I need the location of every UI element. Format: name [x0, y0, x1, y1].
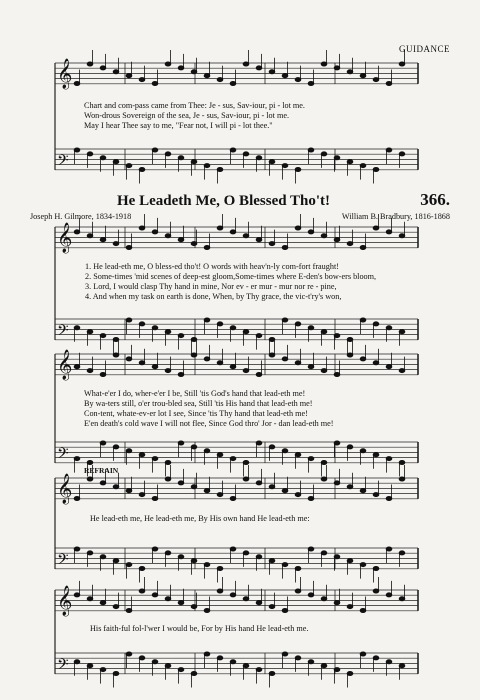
notehead [178, 601, 184, 605]
notehead [204, 318, 210, 322]
notehead [230, 326, 236, 330]
notehead [308, 82, 314, 86]
notehead [295, 493, 301, 497]
notehead [152, 593, 158, 597]
notehead [399, 152, 405, 156]
notehead [269, 242, 275, 246]
notehead [295, 453, 301, 457]
notehead [399, 369, 405, 373]
notehead [308, 148, 314, 152]
notehead [126, 357, 132, 361]
notehead [113, 485, 119, 489]
notehead [386, 593, 392, 597]
notehead [230, 660, 236, 664]
notehead [139, 361, 145, 365]
notehead [373, 656, 379, 660]
notehead [321, 369, 327, 373]
notehead [243, 62, 249, 66]
notehead [243, 597, 249, 601]
notehead [87, 369, 93, 373]
notehead [217, 361, 223, 365]
notehead [139, 589, 145, 593]
notehead [204, 449, 210, 453]
notehead [347, 485, 353, 489]
notehead [347, 160, 353, 164]
notehead [373, 589, 379, 593]
notehead [165, 597, 171, 601]
notehead [256, 601, 262, 605]
notehead [126, 563, 132, 567]
notehead [74, 326, 80, 330]
verse-2-line-a: 2. Some-times 'mid scenes of deep-est gloom,Some-times where E-den's bow-ers bloom, [85, 272, 377, 281]
treble-clef-icon: 𝄞 [57, 474, 73, 504]
refrain-label: REFRAIN [84, 466, 119, 475]
notehead [386, 547, 392, 551]
refrain-line-2: His faith-ful fol-l'wer I would be, For by His hand He lead-eth me. [90, 624, 309, 633]
notehead [243, 664, 249, 668]
notehead [74, 660, 80, 664]
notehead [139, 453, 145, 457]
notehead [321, 152, 327, 156]
notehead [386, 497, 392, 501]
notehead [217, 453, 223, 457]
notehead [269, 160, 275, 164]
notehead [139, 567, 145, 571]
notehead [100, 481, 106, 485]
notehead [373, 78, 379, 82]
notehead [230, 365, 236, 369]
notehead [373, 493, 379, 497]
notehead [334, 601, 340, 605]
notehead [100, 156, 106, 160]
verse-1-line-b: What-e'er I do, wher-e'er I be, Still 'tis God's hand that lead-eth me! [84, 389, 306, 398]
notehead [334, 668, 340, 672]
notehead [295, 226, 301, 230]
notehead [126, 652, 132, 656]
treble-clef-icon: 𝄞 [57, 350, 73, 380]
notehead [321, 234, 327, 238]
notehead [230, 148, 236, 152]
notehead [360, 652, 366, 656]
notehead [74, 593, 80, 597]
notehead [386, 230, 392, 234]
notehead [308, 230, 314, 234]
notehead [126, 449, 132, 453]
notehead [256, 238, 262, 242]
notehead [360, 357, 366, 361]
notehead [308, 326, 314, 330]
notehead [347, 70, 353, 74]
notehead [360, 246, 366, 250]
notehead [373, 322, 379, 326]
notehead [74, 457, 80, 461]
notehead [399, 62, 405, 66]
notehead [347, 353, 353, 357]
notehead [178, 555, 184, 559]
notehead [113, 445, 119, 449]
notehead [399, 664, 405, 668]
notehead [321, 477, 327, 481]
notehead [100, 555, 106, 559]
notehead [230, 82, 236, 86]
notehead [282, 357, 288, 361]
notehead [87, 461, 93, 465]
verse-4-line-b: E'en death's cold wave I will not flee, Since God thro' Jor - dan lead-eth me! [84, 419, 334, 428]
notehead [373, 226, 379, 230]
notehead [386, 365, 392, 369]
notehead [256, 156, 262, 160]
notehead [165, 461, 171, 465]
notehead [204, 652, 210, 656]
notehead [386, 326, 392, 330]
notehead [386, 457, 392, 461]
notehead [87, 330, 93, 334]
notehead [87, 664, 93, 668]
treble-clef-icon: 𝄞 [57, 223, 73, 253]
notehead [360, 74, 366, 78]
notehead [126, 164, 132, 168]
notehead [178, 441, 184, 445]
notehead [347, 242, 353, 246]
notehead [256, 334, 262, 338]
notehead [139, 78, 145, 82]
notehead [399, 477, 405, 481]
notehead [347, 338, 353, 342]
previous-lyric-line-3: May I hear Thee say to me, "Fear not, I will pi - lot thee." [84, 121, 273, 130]
notehead [152, 148, 158, 152]
notehead [113, 338, 119, 342]
notehead [360, 164, 366, 168]
notehead [295, 361, 301, 365]
bass-clef-icon: 𝄢 [57, 152, 69, 173]
notehead [178, 66, 184, 70]
verse-3-line-a: 3. Lord, I would clasp Thy hand in mine, Nor ev - er mur - mur nor re - pine, [85, 282, 337, 291]
notehead [399, 551, 405, 555]
notehead [321, 551, 327, 555]
notehead [256, 481, 262, 485]
bass-clef-icon: 𝄢 [57, 322, 69, 343]
notehead [191, 160, 197, 164]
notehead [269, 605, 275, 609]
notehead [334, 66, 340, 70]
notehead [139, 493, 145, 497]
notehead [308, 547, 314, 551]
notehead [256, 441, 262, 445]
notehead [74, 82, 80, 86]
previous-lyric-line-1: Chart and com-pass came from Thee: Je - sus, Sav-iour, pi - lot me. [84, 101, 305, 110]
notehead [191, 338, 197, 342]
verse-1-line-a: 1. He lead-eth me, O bless-ed tho't! O words with heav'n-ly com-fort fraught! [85, 262, 339, 271]
notehead [243, 152, 249, 156]
notehead [165, 152, 171, 156]
notehead [230, 547, 236, 551]
notehead [243, 330, 249, 334]
notehead [204, 246, 210, 250]
notehead [191, 605, 197, 609]
notehead [282, 74, 288, 78]
notehead [204, 609, 210, 613]
notehead [74, 148, 80, 152]
notehead [126, 489, 132, 493]
notehead [217, 656, 223, 660]
notehead [87, 477, 93, 481]
notehead [256, 668, 262, 672]
notehead [100, 66, 106, 70]
hymn-number: 366. [420, 190, 450, 209]
notehead [373, 361, 379, 365]
notehead [113, 672, 119, 676]
bass-clef-icon: 𝄢 [57, 551, 69, 572]
notehead [165, 551, 171, 555]
notehead [373, 168, 379, 172]
notehead [191, 353, 197, 357]
notehead [256, 66, 262, 70]
notehead [269, 338, 275, 342]
notehead [295, 567, 301, 571]
notehead [217, 226, 223, 230]
notehead [74, 230, 80, 234]
notehead [295, 322, 301, 326]
notehead [347, 605, 353, 609]
notehead [152, 326, 158, 330]
notehead [152, 547, 158, 551]
notehead [360, 318, 366, 322]
notehead [152, 497, 158, 501]
notehead [87, 62, 93, 66]
notehead [113, 242, 119, 246]
verse-4-line-a: 4. And when my task on earth is done, When, by Thy grace, the vic-t'ry's won, [85, 292, 342, 301]
notehead [165, 477, 171, 481]
notehead [334, 481, 340, 485]
notehead [113, 353, 119, 357]
notehead [178, 334, 184, 338]
notehead [165, 62, 171, 66]
notehead [100, 238, 106, 242]
bass-clef-icon: 𝄢 [57, 445, 69, 466]
notehead [399, 461, 405, 465]
notehead [360, 489, 366, 493]
notehead [269, 672, 275, 676]
words-credit: Joseph H. Gilmore, 1834-1918 [30, 212, 132, 221]
treble-clef-icon: 𝄞 [57, 586, 73, 616]
notehead [334, 238, 340, 242]
notehead [191, 485, 197, 489]
notehead [347, 672, 353, 676]
notehead [204, 357, 210, 361]
notehead [217, 567, 223, 571]
notehead [243, 234, 249, 238]
notehead [178, 238, 184, 242]
notehead [282, 563, 288, 567]
notehead [152, 82, 158, 86]
notehead [269, 353, 275, 357]
verse-2-line-b: By wa-ters still, o'er trou-bled sea, Still 'tis His hand that lead-eth me! [84, 399, 313, 408]
verse-3-line-b: Con-tent, whate-ev-er lot I see, Since 'tis Thy hand that lead-eth me! [84, 409, 308, 418]
notehead [178, 373, 184, 377]
notehead [360, 449, 366, 453]
notehead [165, 234, 171, 238]
notehead [321, 664, 327, 668]
notehead [243, 461, 249, 465]
notehead [347, 559, 353, 563]
notehead [295, 78, 301, 82]
notehead [269, 485, 275, 489]
notehead [334, 441, 340, 445]
notehead [217, 493, 223, 497]
notehead [334, 156, 340, 160]
notehead [100, 668, 106, 672]
notehead [191, 70, 197, 74]
notehead [191, 559, 197, 563]
notehead [334, 555, 340, 559]
refrain-line-1: He lead-eth me, He lead-eth me, By His own hand He lead-eth me: [90, 514, 310, 523]
notehead [399, 597, 405, 601]
notehead [256, 555, 262, 559]
notehead [87, 551, 93, 555]
notehead [360, 609, 366, 613]
notehead [295, 168, 301, 172]
notehead [386, 148, 392, 152]
notehead [256, 373, 262, 377]
notehead [152, 230, 158, 234]
notehead [334, 334, 340, 338]
notehead [282, 652, 288, 656]
notehead [126, 318, 132, 322]
notehead [204, 164, 210, 168]
notehead [334, 373, 340, 377]
notehead [282, 609, 288, 613]
notehead [282, 318, 288, 322]
notehead [100, 441, 106, 445]
notehead [282, 164, 288, 168]
notehead [191, 672, 197, 676]
notehead [321, 461, 327, 465]
notehead [74, 497, 80, 501]
notehead [269, 445, 275, 449]
notehead [87, 234, 93, 238]
notehead [139, 656, 145, 660]
notehead [282, 246, 288, 250]
notehead [87, 152, 93, 156]
notehead [347, 445, 353, 449]
notehead [217, 589, 223, 593]
notehead [295, 589, 301, 593]
notehead [308, 365, 314, 369]
previous-lyric-line-2: Won-drous Sovereign of the sea, Je - sus, Sav-iour, pi - lot me. [84, 111, 290, 120]
notehead [204, 74, 210, 78]
notehead [321, 62, 327, 66]
notehead [100, 373, 106, 377]
notehead [230, 593, 236, 597]
notehead [204, 563, 210, 567]
notehead [165, 330, 171, 334]
notehead [321, 597, 327, 601]
notehead [230, 230, 236, 234]
notehead [243, 369, 249, 373]
notehead [217, 168, 223, 172]
notehead [386, 82, 392, 86]
notehead [139, 168, 145, 172]
notehead [178, 481, 184, 485]
notehead [204, 489, 210, 493]
notehead [139, 322, 145, 326]
notehead [295, 656, 301, 660]
notehead [126, 609, 132, 613]
notehead [373, 567, 379, 571]
notehead [269, 559, 275, 563]
notehead [308, 593, 314, 597]
category-label: GUIDANCE [399, 44, 450, 54]
notehead [165, 664, 171, 668]
notehead [191, 445, 197, 449]
notehead [152, 457, 158, 461]
bass-clef-icon: 𝄢 [57, 656, 69, 677]
notehead [100, 601, 106, 605]
notehead [308, 660, 314, 664]
notehead [282, 489, 288, 493]
notehead [399, 234, 405, 238]
notehead [308, 457, 314, 461]
notehead [269, 70, 275, 74]
notehead [386, 660, 392, 664]
notehead [152, 365, 158, 369]
music-credit: William B. Bradbury, 1816-1868 [341, 212, 450, 221]
notehead [321, 330, 327, 334]
notehead [360, 563, 366, 567]
notehead [399, 330, 405, 334]
notehead [217, 322, 223, 326]
notehead [74, 547, 80, 551]
notehead [373, 453, 379, 457]
notehead [126, 246, 132, 250]
notehead [230, 457, 236, 461]
treble-clef-icon: 𝄞 [57, 59, 73, 89]
notehead [178, 156, 184, 160]
notehead [152, 660, 158, 664]
notehead [113, 160, 119, 164]
notehead [165, 369, 171, 373]
notehead [100, 334, 106, 338]
notehead [113, 70, 119, 74]
notehead [178, 668, 184, 672]
notehead [113, 559, 119, 563]
hymn-title: He Leadeth Me, O Blessed Tho't! [117, 193, 331, 209]
notehead [139, 226, 145, 230]
notehead [113, 605, 119, 609]
notehead [243, 551, 249, 555]
notehead [243, 477, 249, 481]
notehead [126, 74, 132, 78]
notehead [230, 497, 236, 501]
notehead [308, 497, 314, 501]
notehead [282, 449, 288, 453]
notehead [87, 597, 93, 601]
notehead [74, 365, 80, 369]
notehead [191, 242, 197, 246]
notehead [217, 78, 223, 82]
